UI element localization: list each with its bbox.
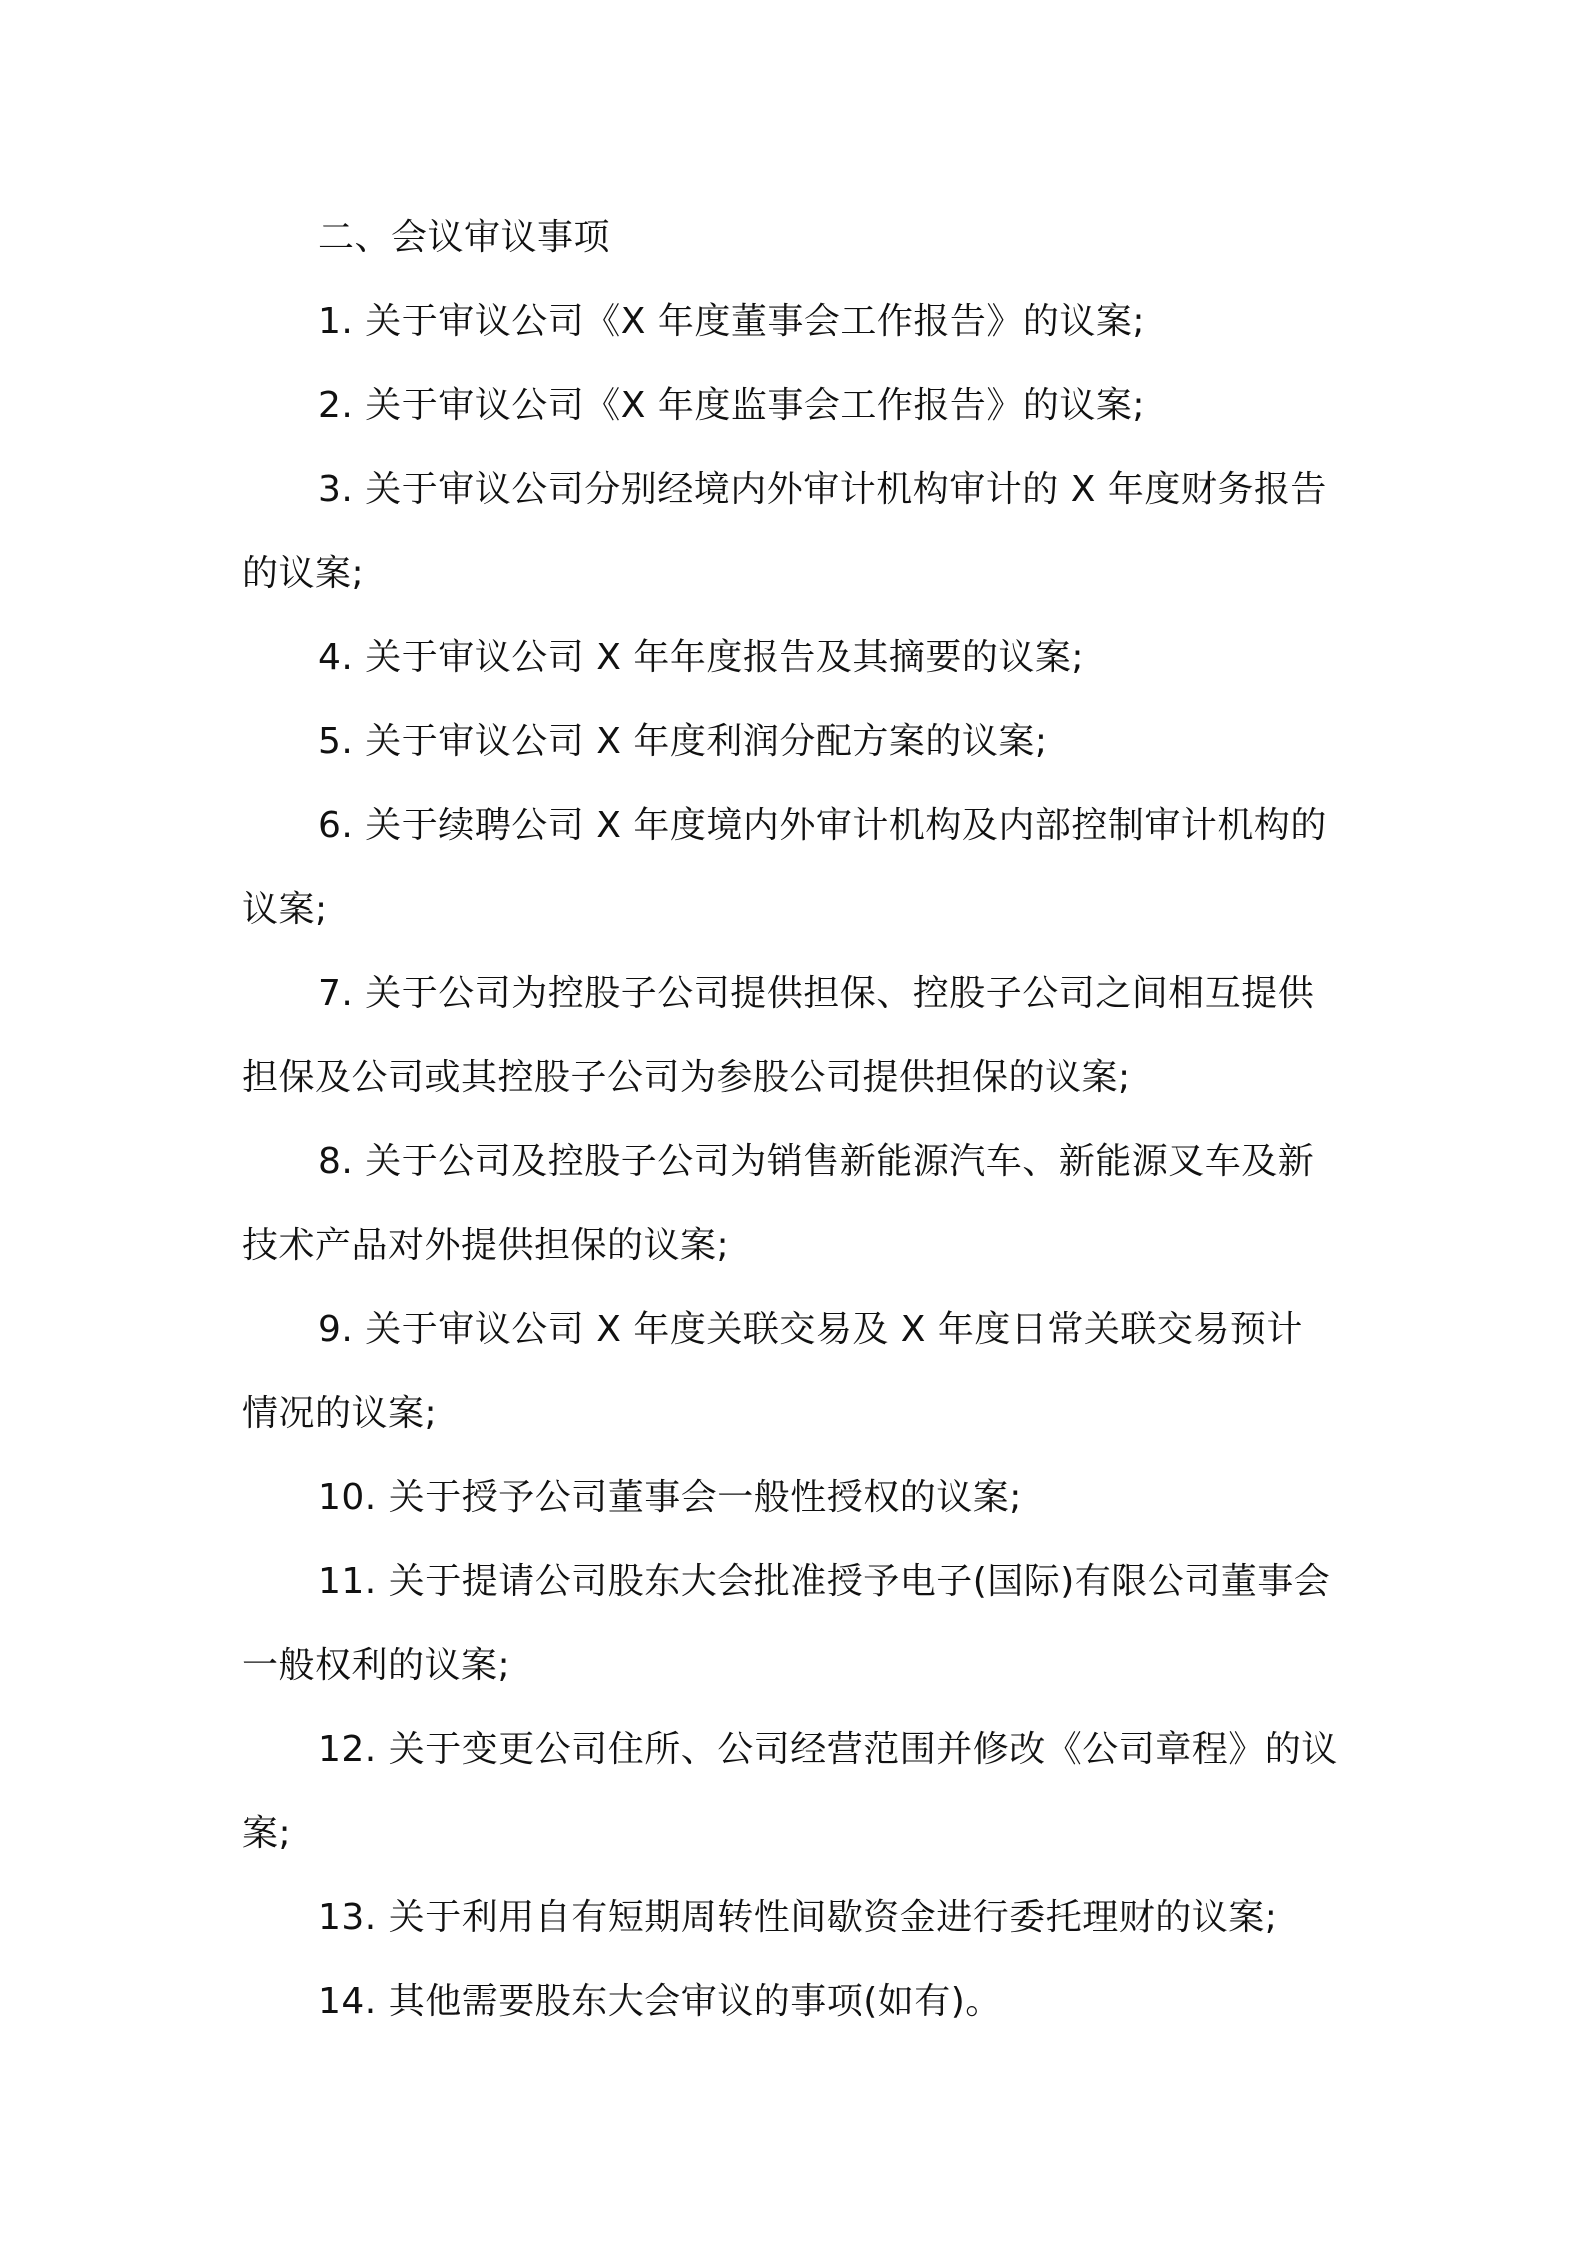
item-3: 3. 关于审议公司分别经境内外审计机构审计的 X 年度财务报告 [318,469,1327,510]
item-13: 13. 关于利用自有短期周转性间歇资金进行委托理财的议案; [318,1897,1278,1938]
item-7: 7. 关于公司为控股子公司提供担保、控股子公司之间相互提供 [318,973,1315,1014]
item-11-continuation: 一般权利的议案; [242,1645,511,1686]
section-heading: 二、会议审议事项 [318,217,611,258]
item-5: 5. 关于审议公司 X 年度利润分配方案的议案; [318,721,1048,762]
item-2: 2. 关于审议公司《X 年度监事会工作报告》的议案; [318,385,1146,426]
item-8: 8. 关于公司及控股子公司为销售新能源汽车、新能源叉车及新 [318,1141,1315,1182]
item-14: 14. 其他需要股东大会审议的事项(如有)。 [318,1981,1002,2022]
item-9-continuation: 情况的议案; [242,1393,438,1434]
item-11: 11. 关于提请公司股东大会批准授予电子(国际)有限公司董事会 [318,1561,1331,1602]
item-10: 10. 关于授予公司董事会一般性授权的议案; [318,1477,1022,1518]
item-8-continuation: 技术产品对外提供担保的议案; [242,1225,730,1266]
document-body [242,196,1352,2044]
item-12-continuation: 案; [242,1813,292,1854]
item-9: 9. 关于审议公司 X 年度关联交易及 X 年度日常关联交易预计 [318,1309,1303,1350]
item-12: 12. 关于变更公司住所、公司经营范围并修改《公司章程》的议 [318,1729,1338,1770]
item-7-continuation: 担保及公司或其控股子公司为参股公司提供担保的议案; [242,1057,1131,1098]
item-6: 6. 关于续聘公司 X 年度境内外审计机构及内部控制审计机构的 [318,805,1327,846]
item-4: 4. 关于审议公司 X 年年度报告及其摘要的议案; [318,637,1084,678]
item-6-continuation: 议案; [242,889,328,930]
item-3-continuation: 的议案; [242,553,365,594]
item-1: 1. 关于审议公司《X 年度董事会工作报告》的议案; [318,301,1146,342]
